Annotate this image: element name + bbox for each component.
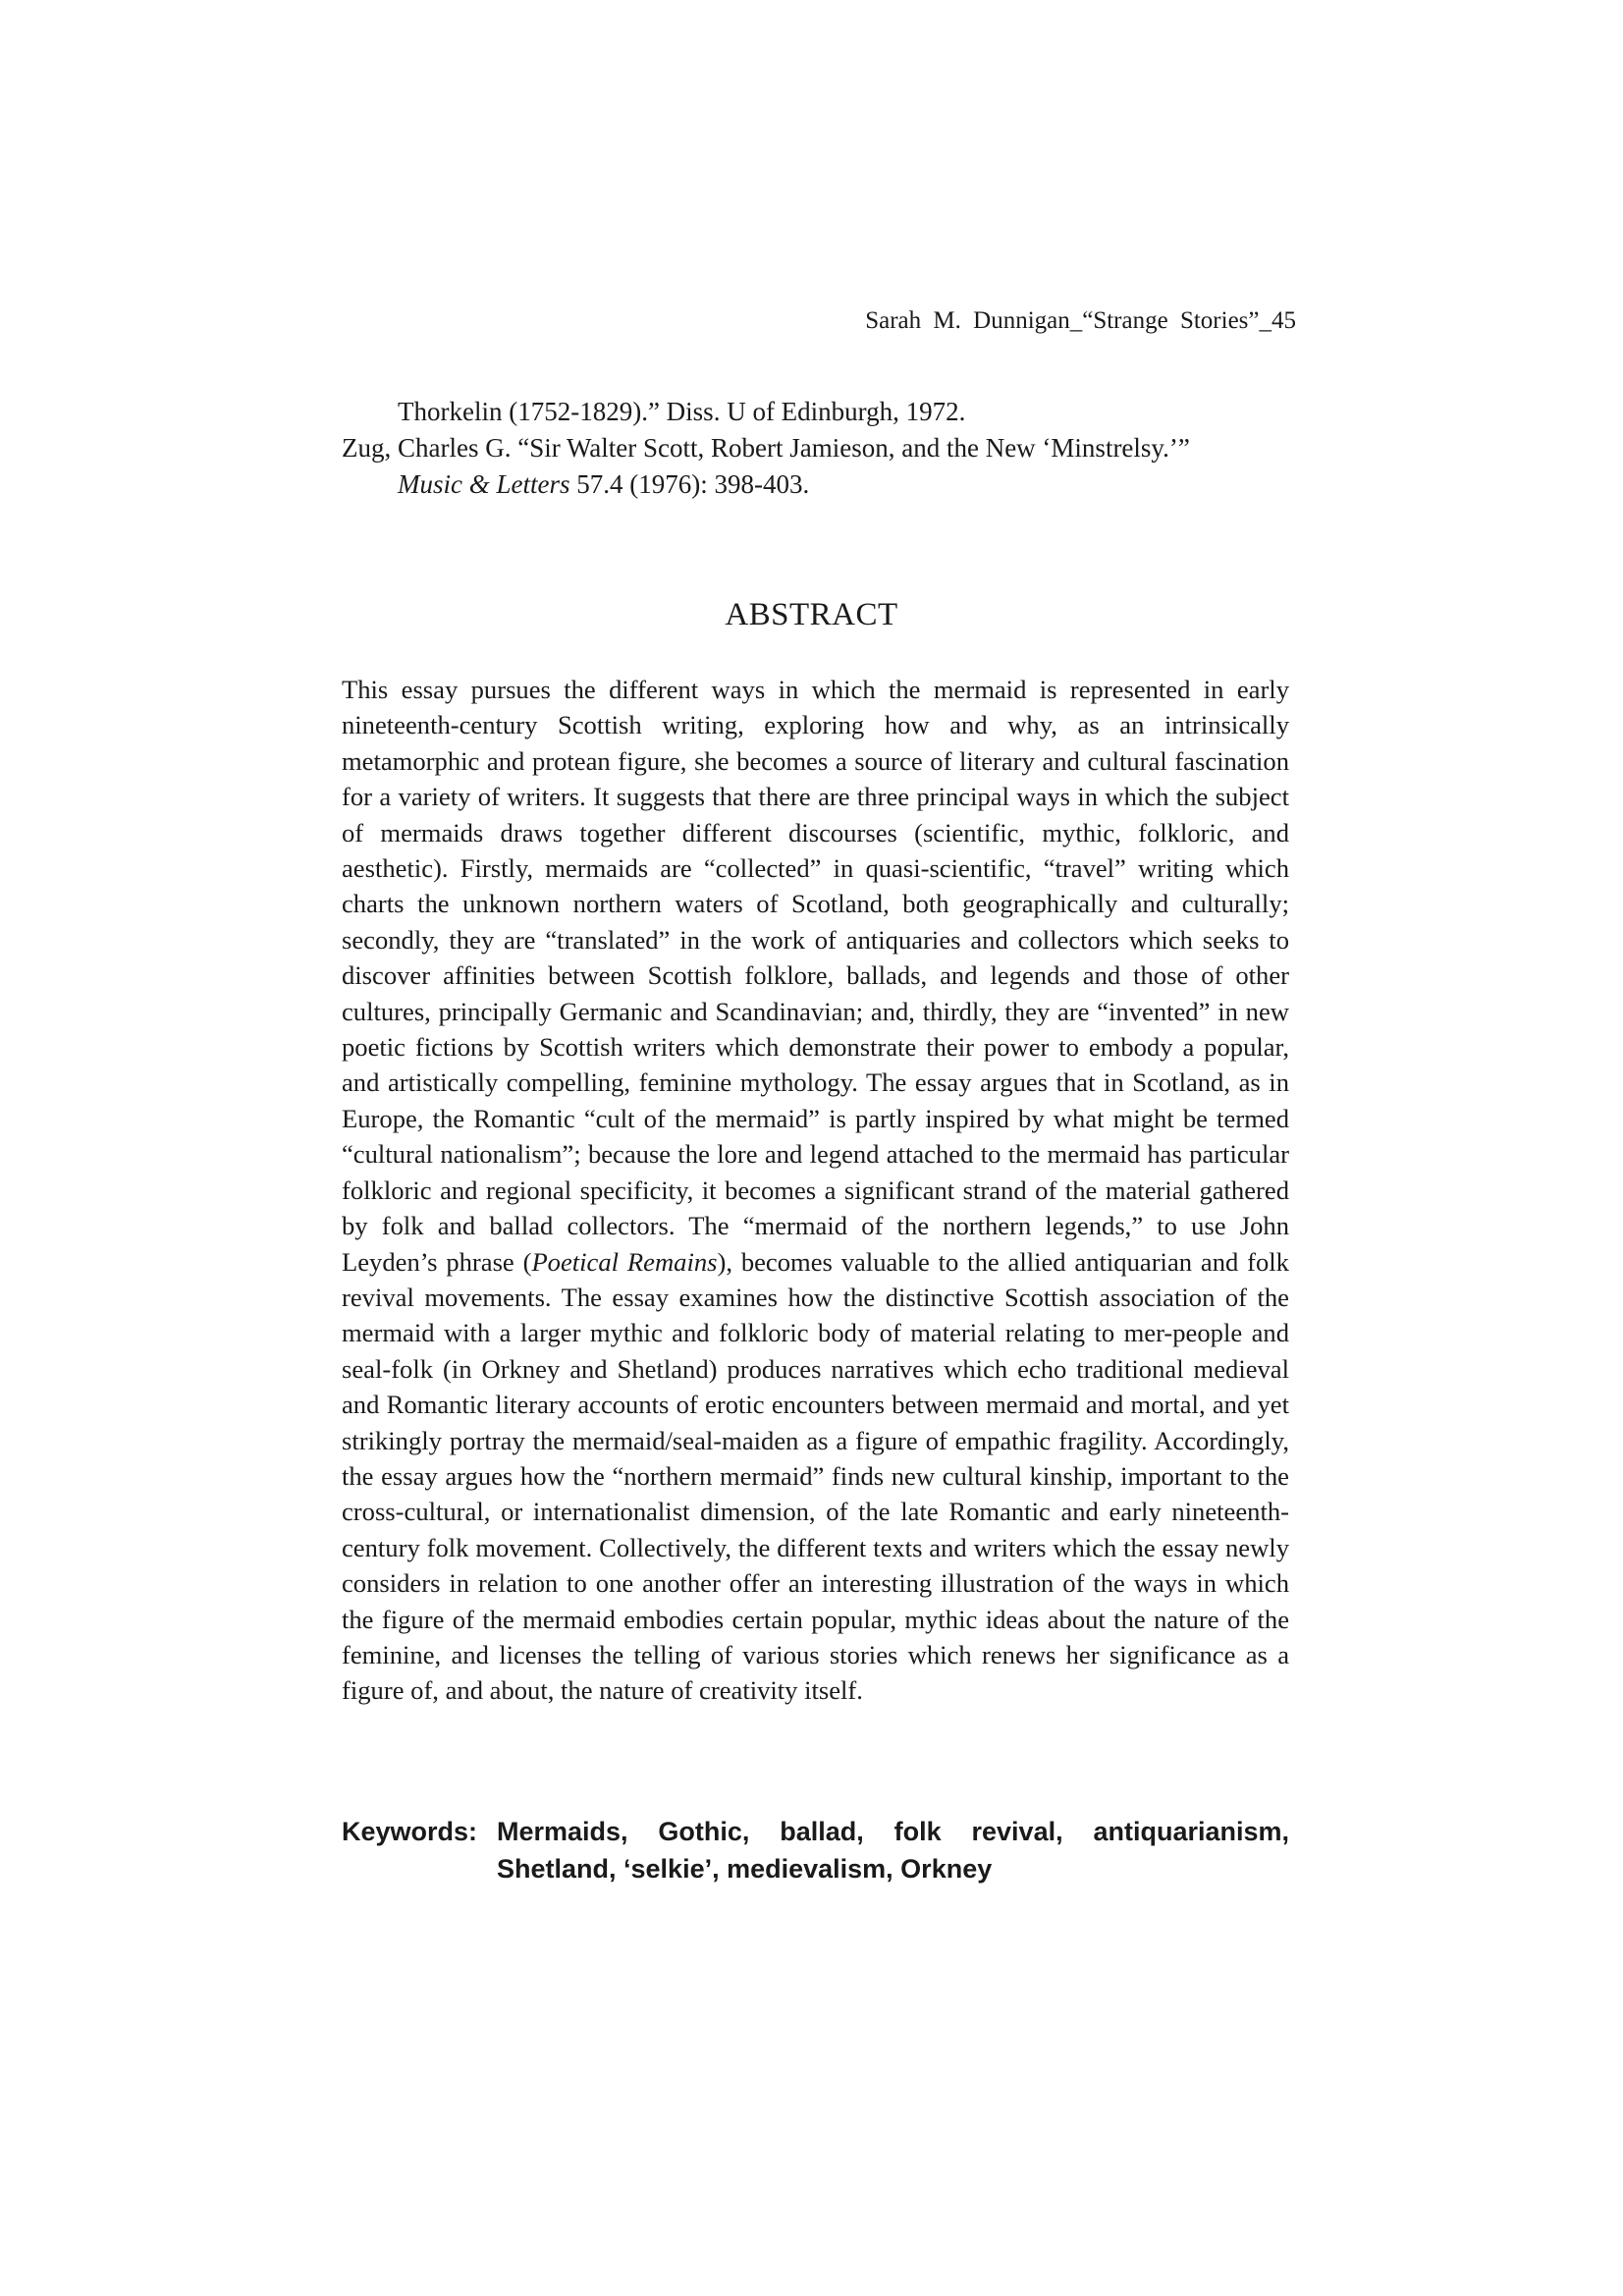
references-continued <box>342 394 1304 503</box>
keywords-list <box>497 1813 1289 1887</box>
keywords-line: Mermaids, Gothic, ballad, folk revival, antiquarianism, <box>497 1817 1289 1846</box>
keywords-line: Shetland, ‘selkie’, medievalism, Orkney <box>497 1854 993 1884</box>
keywords-label: Keywords: <box>342 1817 478 1846</box>
running-head: Sarah M. Dunnigan_“Strange Stories”_45 <box>865 307 1296 334</box>
abstract-text: ), becomes valuable to the allied antiquarian and folk revival movements. The essay examines how the distinctive Scottish association of the mermaid with a larger mythic and folkloric body of material relating to mer-people and seal-folk (in Orkney and Shetland) produces narratives which echo traditional medieval and Romantic literary accounts of erotic encounters between mermaid and mortal, and yet strikingly portray the mermaid/seal-maiden as a figure of empathic fragility. Accordingly, the essay argues how the “northern mermaid” finds new cultural kinship, important to the cross-cultural, or internationalist dimension, of the late Romantic and early nineteenth-century folk movement. Collectively, the different texts and writers which the essay newly considers in relation to one another offer an interesting illustration of the ways in which the figure of the mermaid embodies certain popular, mythic ideas about the nature of the feminine, and licenses the telling of various stories which renews her significance as a figure of, and about, the nature of creativity itself. <box>342 1246 1289 1706</box>
reference-line: Thorkelin (1752-1829).” Diss. U of Edinburgh, 1972. <box>398 397 966 426</box>
reference-citation: 57.4 (1976): 398-403. <box>569 469 810 499</box>
reference-entry-zug: Zug, Charles G. “Sir Walter Scott, Robert Jamieson, and the New ‘Minstrelsy.’” <box>342 433 1190 463</box>
keywords-block <box>342 1813 1289 1887</box>
abstract-text: This essay pursues the different ways in which the mermaid is represented in early nineteenth-century Scottish writing, exploring how and why, as an intrinsically metamorphic and protean figure, she becomes a source of literary and cultural fascination for a variety of writers. It suggests that there are three principal ways in which the subject of mermaids draws together different discourses (scientific, mythic, folkloric, and aesthetic). Firstly, mermaids are “collected” in quasi-scientific, “travel” writing which charts the unknown northern waters of Scotland, both geographically and culturally; secondly, they are “translated” in the work of antiquaries and collectors which seeks to discover affinities between Scottish folklore, ballads, and legends and those of other cultures, principally Germanic and Scandinavian; and, thirdly, they are “invented” in new poetic fictions by Scottish writers which demonstrate their power to embody a popular, and artistically compelling, feminine mythology. The essay argues that in Scotland, as in Europe, the Romantic “cult of the mermaid” is partly inspired by what might be termed “cultural nationalism”; because the lore and legend attached to the mermaid has particular folkloric and regional specificity, it becomes a significant strand of the material gathered by folk and ballad collectors. The “mermaid of the northern legends,” to use John Leyden’s phrase ( <box>342 675 1289 1277</box>
journal-title: Music & Letters <box>398 469 570 499</box>
abstract-italic-title: Poetical Remains <box>531 1246 718 1277</box>
abstract-body <box>342 672 1289 1709</box>
abstract-heading: ABSTRACT <box>725 597 898 632</box>
reference-line <box>342 466 1304 503</box>
